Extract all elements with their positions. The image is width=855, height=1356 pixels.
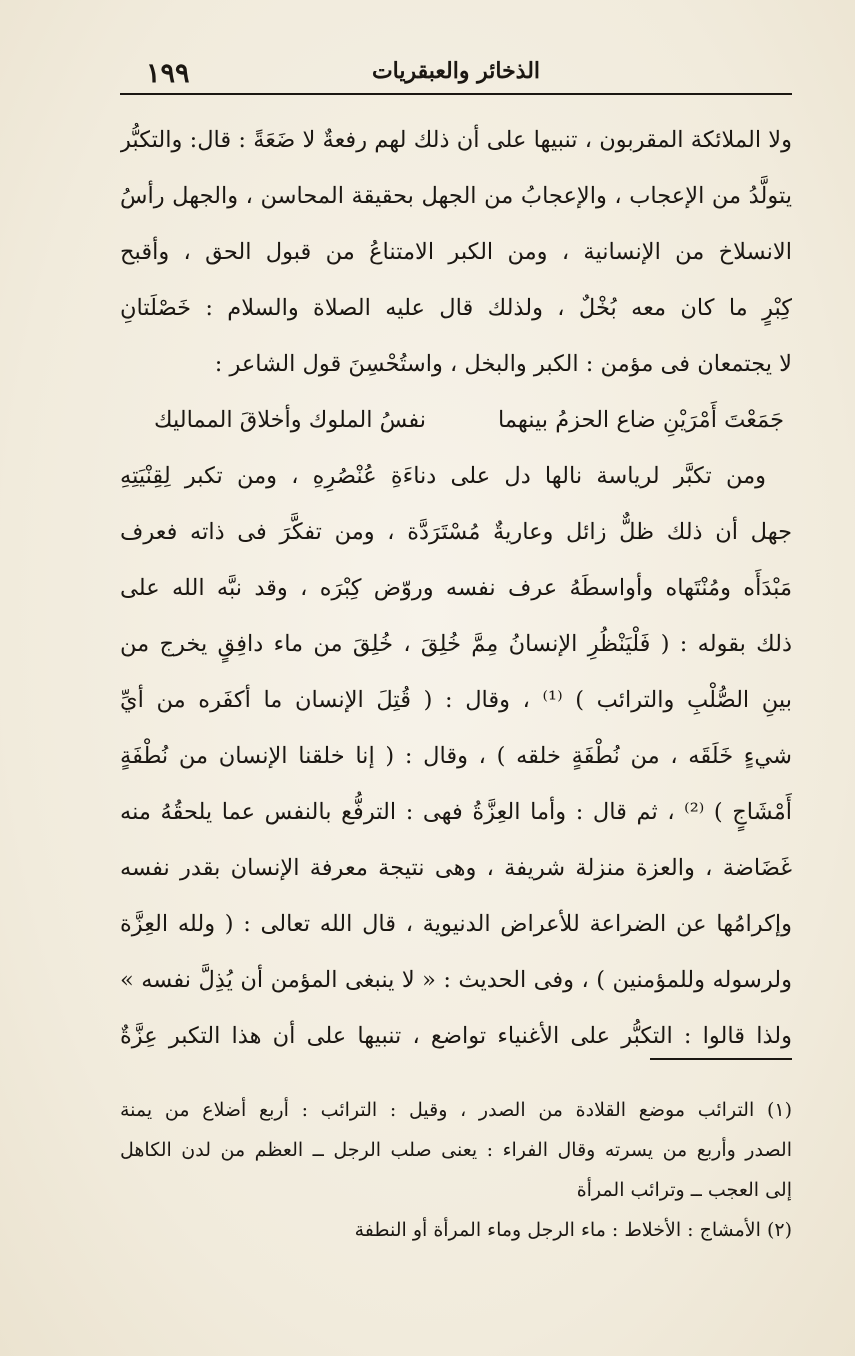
- text-line: أَمْشَاجٍ ) ⁽²⁾ ، ثم قال : وأما العِزَّةُ فهى : الترفُّع بالنفس عما يلحقُهُ منه: [120, 799, 792, 825]
- text-line: ولذا قالوا : التكبُّر على الأغنياء تواضع ، تنبيها على أن هذا التكبر عِزَّةٌ: [120, 1023, 792, 1049]
- text-line: ذلك بقوله : ( فَلْيَنْظُرِ الإنسانُ مِمَّ خُلِقَ ، خُلِقَ من ماء دافِقٍ يخرج من: [120, 631, 792, 657]
- footnote-line: إلى العجب ــ وترائب المرأة: [576, 1179, 792, 1201]
- footnote-separator: [650, 1058, 792, 1060]
- text-line: بينِ الصُّلْبِ والترائب ) ⁽¹⁾ ، وقال : ( قُتِلَ الإنسان ما أكفَره من أيِّ: [120, 687, 792, 713]
- footnote-line: الصدر وأربع من يسرته وقال الفراء : يعنى صلب الرجل ــ العظم من لدن الكاهل: [120, 1139, 792, 1161]
- footnote-line: (٢) الأمشاج : الأخلاط : ماء الرجل وماء المرأة أو النطفة: [354, 1219, 792, 1241]
- page-number: ١٩٩: [146, 58, 190, 89]
- text-line: ولرسوله وللمؤمنين ) ، وفى الحديث : « لا ينبغى المؤمن أن يُذِلَّ نفسه »: [120, 967, 792, 993]
- poetry-verse: [120, 392, 792, 448]
- running-title: الذخائر والعبقريات: [371, 58, 541, 84]
- verse-second-hemistich: نفسُ الملوك وأخلاقَ المماليك: [154, 407, 427, 433]
- text-line: لا يجتمعان فى مؤمن : الكبر والبخل ، واستُحْسِنَ قول الشاعر :: [214, 351, 792, 377]
- text-line: ولا الملائكة المقربون ، تنبيها على أن ذلك لهم رفعةٌ لا ضَعَةً : قال: والتكبُّر: [120, 127, 792, 153]
- footnotes: [120, 1090, 792, 1250]
- text-line: يتولَّدُ من الإعجاب ، والإعجابُ من الجهل بحقيقة المحاسن ، والجهل رأسُ: [120, 183, 792, 209]
- header-rule: [120, 93, 792, 95]
- main-text: [120, 112, 792, 1064]
- text-line: غَضَاضة ، والعزة منزلة شريفة ، وهى نتيجة معرفة الإنسان بقدر نفسه: [120, 855, 792, 881]
- text-line: الانسلاخ من الإنسانية ، ومن الكبر الامتناعُ من قبول الحق ، وأقبح: [120, 239, 792, 265]
- text-line: مَبْدَأَه ومُنْتَهاه وأواسطَهُ عرف نفسه وروّض كِبْرَه ، وقد نبَّه الله على: [120, 575, 792, 601]
- text-line: ومن تكبَّر لرياسة نالها دل على دناءَةِ عُنْصُرِهِ ، ومن تكبر لِقِنْيَتِهِ: [120, 463, 766, 489]
- text-line: شيءٍ خَلَقَه ، من نُطْفَةٍ خلقه ) ، وقال : ( إنا خلقنا الإنسان من نُطْفَةٍ: [120, 743, 792, 769]
- text-line: كِبْرٍ ما كان معه بُخْلٌ ، ولذلك قال عليه الصلاة والسلام : خَصْلَتانِ: [120, 295, 792, 321]
- text-line: وإكرامُها عن الضراعة للأعراض الدنيوية ، قال الله تعالى : ( ولله العِزَّة: [120, 911, 792, 937]
- page-header: [120, 52, 792, 92]
- verse-first-hemistich: جَمَعْتَ أَمْرَيْنِ ضاع الحزمُ بينهما: [497, 407, 784, 433]
- text-line: جهل أن ذلك ظلٌّ زائل وعاريةٌ مُسْتَرَدَّة ، ومن تفكَّرَ فى ذاته فعرف: [120, 519, 792, 545]
- footnote-line: (١) الترائب موضع القلادة من الصدر ، وقيل : الترائب : أربع أضلاع من يمنة: [120, 1099, 792, 1121]
